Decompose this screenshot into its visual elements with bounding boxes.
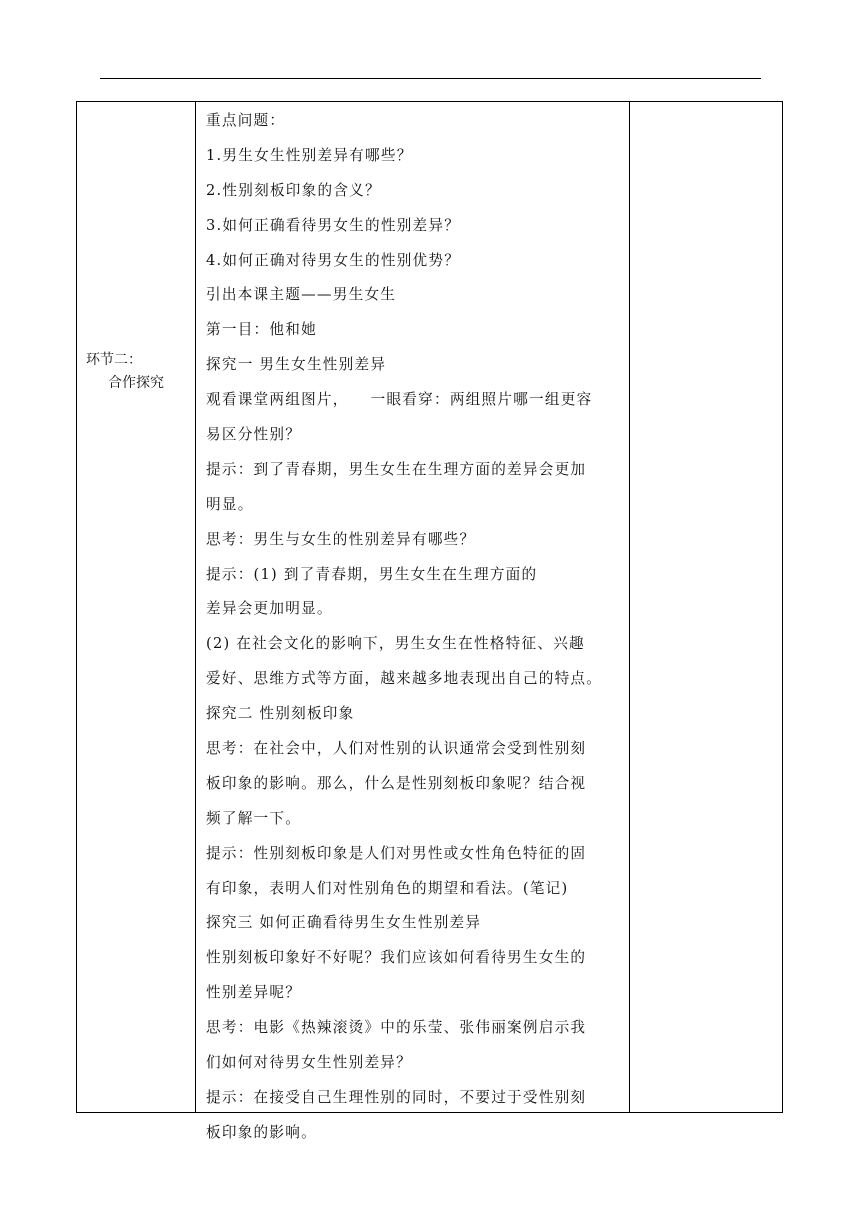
- section-label-cell: [77, 102, 195, 1112]
- content-line: 4.如何正确对待男女生的性别优势？: [206, 251, 461, 269]
- content-line: 性别刻板印象好不好呢？我们应该如何看待男生女生的: [206, 949, 587, 967]
- content-line: 重点问题：: [206, 112, 286, 129]
- lesson-plan-table: [76, 101, 783, 1141]
- content-line: 明显。: [206, 495, 254, 513]
- content-line: 思考：电影《热辣滚烫》中的乐莹、张伟丽案例启示我: [206, 1019, 587, 1037]
- content-line: 探究三 如何正确看待男生女生性别差异: [206, 914, 482, 932]
- content-line: 们如何对待男女生性别差异？: [206, 1054, 412, 1072]
- content-line: 1.男生女生性别差异有哪些？: [206, 146, 413, 164]
- content-line: 提示：(1) 到了青春期，男生女生在生理方面的: [206, 565, 538, 583]
- content-line: 引出本课主题——男生女生: [206, 286, 397, 304]
- content-line: 有印象，表明人们对性别角色的期望和看法。(笔记): [206, 879, 569, 897]
- content-line: 板印象的影响。: [206, 1123, 317, 1141]
- content-line-part: 观看课堂两组图片，: [206, 391, 349, 409]
- content-line: 板印象的影响。那么，什么是性别刻板印象呢？结合视: [206, 774, 587, 792]
- content-line: (2) 在社会文化的影响下，男生女生在性格特征、兴趣: [206, 635, 585, 653]
- content-line: 提示：到了青春期，男生女生在生理方面的差异会更加: [206, 460, 587, 478]
- content-line: 提示：性别刻板印象是人们对男性或女性角色特征的固: [206, 844, 587, 862]
- content-line: 提示：在接受自己生理性别的同时，不要过于受性别刻: [206, 1088, 587, 1106]
- notes-cell: [630, 102, 782, 1112]
- content-line: [206, 386, 624, 421]
- content-line: 第一目：他和她: [206, 321, 317, 339]
- content-line: 差异会更加明显。: [206, 600, 333, 618]
- content-line: 3.如何正确看待男女生的性别差异？: [206, 216, 461, 234]
- content-line: 探究二 性别刻板印象: [206, 705, 355, 723]
- content-line: 思考：在社会中，人们对性别的认识通常会受到性别刻: [206, 740, 587, 758]
- content-line: 性别差异呢？: [206, 984, 302, 1002]
- column-divider: [195, 102, 196, 1112]
- content-line: 易区分性别？: [206, 426, 302, 444]
- content-line: 爱好、思维方式等方面，越来越多地表现出自己的特点。: [206, 670, 603, 688]
- header-rule: [100, 78, 761, 79]
- content-line: 2.性别刻板印象的含义？: [206, 181, 381, 199]
- content-line: 频了解一下。: [206, 809, 302, 827]
- content-line-part: 一眼看穿：两组照片哪一组更容: [370, 391, 593, 409]
- content-line: 思考：男生与女生的性别差异有哪些？: [206, 530, 476, 548]
- section-label-line: 环节二：: [86, 352, 142, 368]
- content-cell: [206, 107, 624, 1154]
- content-line: 探究一 男生女生性别差异: [206, 356, 387, 374]
- section-label-line: 合作探究: [108, 375, 164, 391]
